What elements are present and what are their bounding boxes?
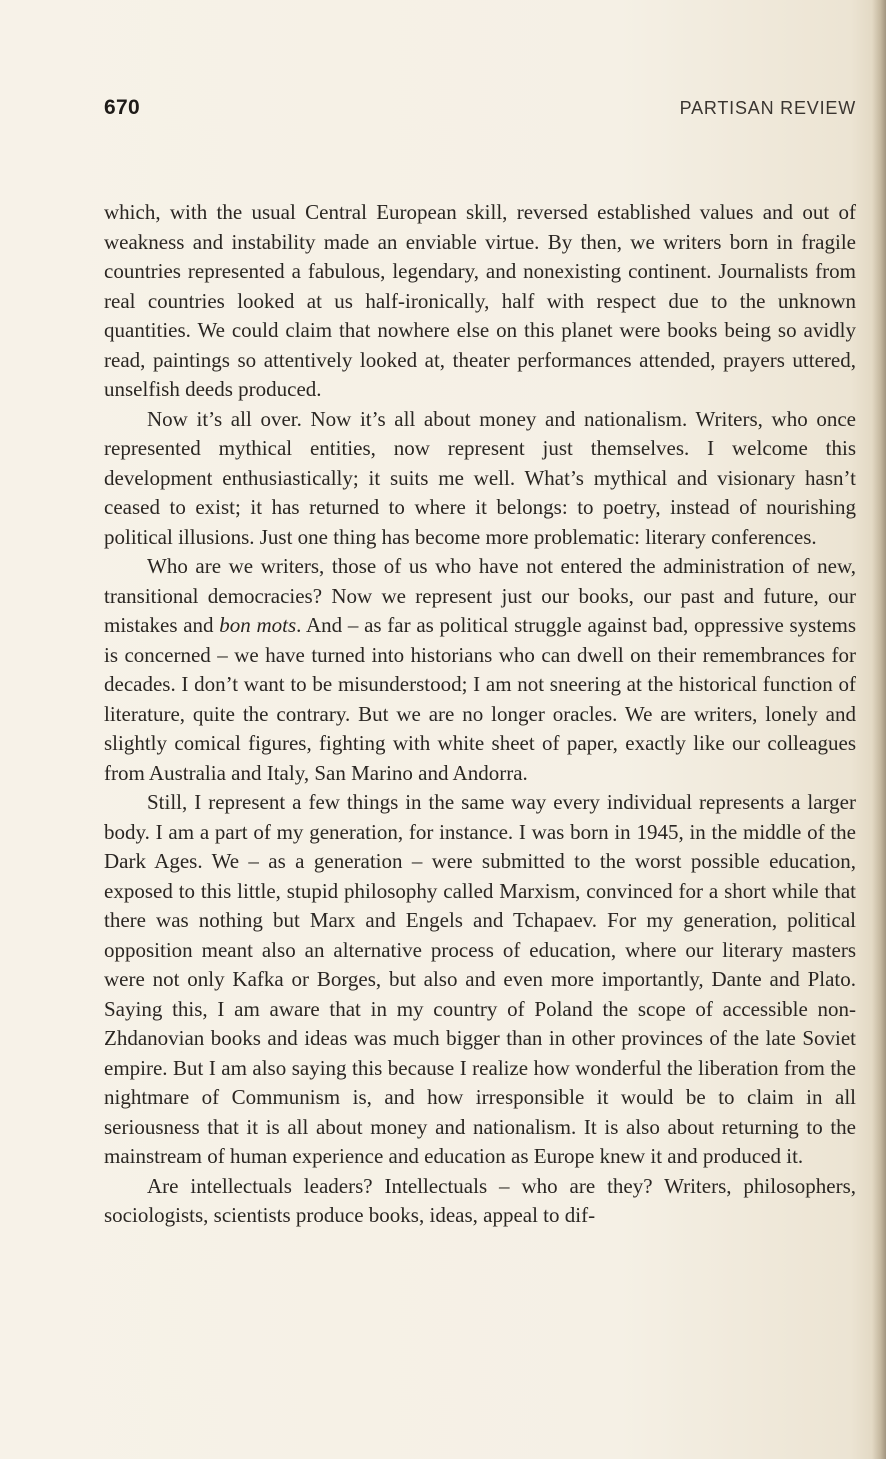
running-head: PARTISAN REVIEW <box>679 98 856 118</box>
paragraph-text: Now it’s all over. Now it’s all about money and nationalism. Writers, who once represented mythical entities, now represent just themselves. I welcome this development enthusiastically; it suits me well. What’s mythical and visionary hasn’t ceased to exist; it has returned to where it belongs: to poetry, instead of nourishing political illusions. Just one thing has become more problematic: literary conferences. <box>104 406 856 549</box>
paragraph <box>104 405 856 553</box>
italic-phrase: bon mots <box>219 613 297 637</box>
paragraph-text: Still, I represent a few things in the same way every individual represents a larger body. I am a part of my generation, for instance. I was born in 1945, in the middle of the Dark Ages. We – as a generation – were submitted to the worst possible education, exposed to this little, stupid philosophy called Marxism, convinced for a short while that there was nothing but Marx and Engels and Tchapaev. For my generation, political opposition meant also an alternative process of education, where our literary masters were not only Kafka or Borges, but also and even more importantly, Dante and Plato. Saying this, I am aware that in my country of Poland the scope of accessible non-Zhdanovian books and ideas was much bigger than in other provinces of the late Soviet empire. But I am also saying this because I realize how wonderful the liberation from the nightmare of Communism is, and how irresponsible it would be to claim in all seriousness that it is all about money and nationalism. It is also about returning to the mainstream of human experience and education as Europe knew it and produced it. <box>104 790 856 1168</box>
paragraph-text: which, with the usual Central European skill, reversed established values and out of weakness and instability made an enviable virtue. By then, we writers born in fragile countries represented a fabulous, legendary, and nonexisting continent. Journalists from real countries looked at us half-ironically, half with respect due to the unknown quantities. We could claim that nowhere else on this planet were books being so avidly read, paintings so attentively looked at, theater performances attended, prayers uttered, unselfish deeds produced. <box>104 200 856 401</box>
paragraph <box>104 198 856 405</box>
page-number: 670 <box>104 96 140 119</box>
article-body <box>104 198 856 1231</box>
page-header <box>104 96 856 126</box>
paragraph <box>104 788 856 1172</box>
paragraph <box>104 1172 856 1231</box>
paragraph-text: . And – as far as political struggle against bad, oppressive systems is concerned – we have turned into historians who can dwell on their remembrances for decades. I don’t want to be misunderstood; I am not sneering at the historical function of literature, quite the contrary. But we are no longer oracles. We are writers, lonely and slightly comical figures, fighting with white sheet of paper, exactly like our colleagues from Australia and Italy, San Marino and Andorra. <box>104 613 856 785</box>
paragraph-text: Who are we writers, those of us who have not entered the administration of new, transitional democracies? Now we represent just our books, our past and future, our mistakes and <box>104 554 856 637</box>
paragraph <box>104 552 856 788</box>
page-edge-shadow <box>872 0 886 1459</box>
paragraph-text: Are intellectuals leaders? Intellectuals – who are they? Writers, philosophers, sociologists, scientists produce books, ideas, appeal to dif- <box>104 1173 856 1227</box>
